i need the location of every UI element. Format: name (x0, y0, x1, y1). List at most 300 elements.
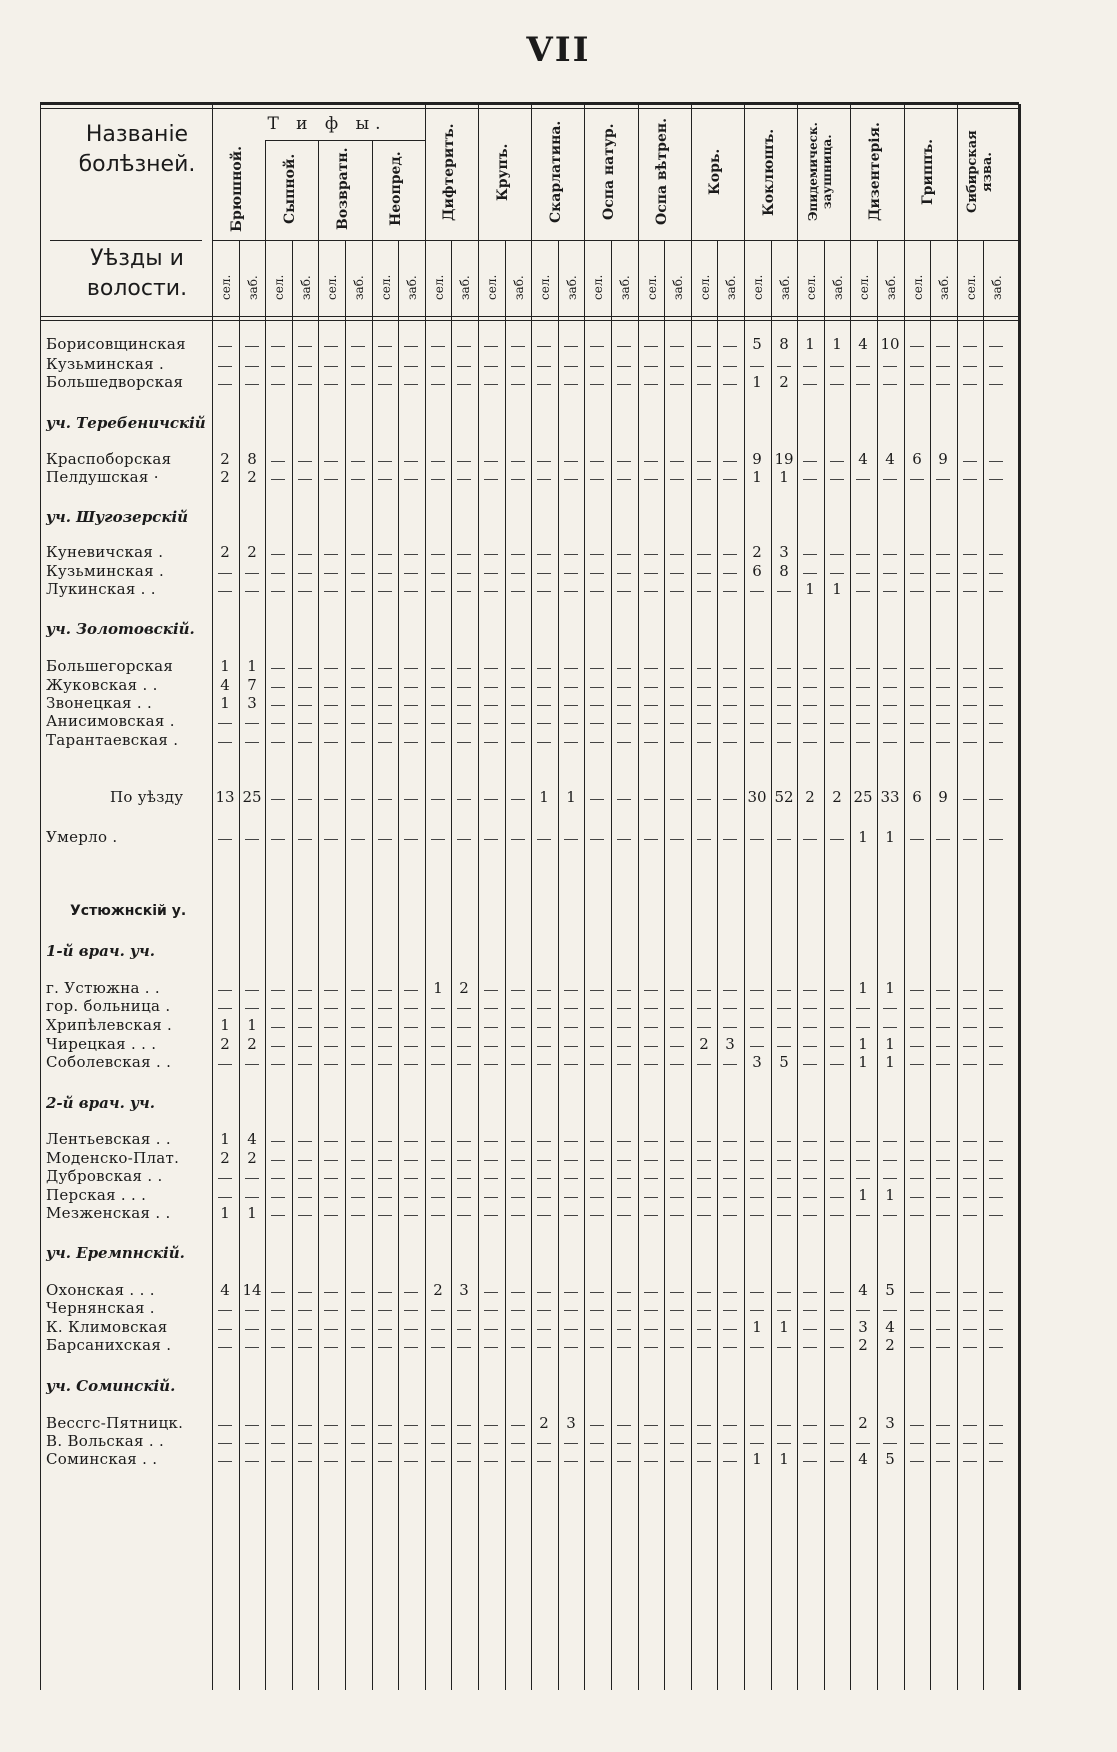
empty-cell-dash (431, 799, 445, 800)
empty-cell-dash (830, 839, 844, 840)
empty-cell-dash (271, 366, 285, 367)
volost-label: Умерло . (46, 828, 118, 846)
empty-cell-dash (670, 687, 684, 688)
empty-cell-dash (963, 1064, 977, 1065)
empty-cell-dash (963, 705, 977, 706)
empty-cell-dash (617, 366, 631, 367)
empty-cell-dash (484, 1347, 498, 1348)
empty-cell-dash (271, 668, 285, 669)
empty-cell-dash (511, 591, 525, 592)
disease-header: Дизентерія. (867, 122, 883, 222)
empty-cell-dash (484, 1461, 498, 1462)
empty-cell-dash (777, 723, 791, 724)
empty-cell-dash (644, 1329, 658, 1330)
empty-cell-dash (644, 1046, 658, 1047)
empty-cell-dash (644, 1425, 658, 1426)
empty-cell-dash (404, 1141, 418, 1142)
empty-cell-dash (830, 1027, 844, 1028)
table-cell: 1 (858, 828, 868, 846)
empty-cell-dash (564, 1347, 578, 1348)
table-cell: 1 (220, 657, 230, 675)
empty-cell-dash (484, 591, 498, 592)
empty-cell-dash (298, 687, 312, 688)
empty-cell-dash (750, 1046, 764, 1047)
empty-cell-dash (590, 1178, 604, 1179)
empty-cell-dash (989, 668, 1003, 669)
page-number: VII (526, 30, 591, 70)
empty-cell-dash (404, 554, 418, 555)
empty-cell-dash (856, 1160, 870, 1161)
empty-cell-dash (963, 384, 977, 385)
empty-cell-dash (989, 1443, 1003, 1444)
empty-cell-dash (590, 554, 604, 555)
disease-title-line1: Названіе (85, 122, 189, 147)
volost-label: Вессгс-Пятницк. (46, 1414, 184, 1432)
empty-cell-dash (564, 1008, 578, 1009)
empty-cell-dash (457, 1461, 471, 1462)
empty-cell-dash (723, 384, 737, 385)
empty-cell-dash (883, 742, 897, 743)
empty-cell-dash (378, 705, 392, 706)
empty-cell-dash (378, 1008, 392, 1009)
volost-label: Хрипѣлевская . (46, 1016, 173, 1034)
empty-cell-dash (537, 1141, 551, 1142)
empty-cell-dash (750, 1292, 764, 1293)
empty-cell-dash (457, 1443, 471, 1444)
empty-cell-dash (697, 554, 711, 555)
empty-cell-dash (856, 1443, 870, 1444)
empty-cell-dash (936, 1329, 950, 1330)
empty-cell-dash (883, 723, 897, 724)
table-cell: 2 (858, 1336, 868, 1354)
empty-cell-dash (803, 1425, 817, 1426)
disease-col-rule (318, 140, 319, 1690)
empty-cell-dash (404, 366, 418, 367)
empty-cell-dash (750, 1141, 764, 1142)
empty-cell-dash (271, 1008, 285, 1009)
empty-cell-dash (484, 990, 498, 991)
empty-cell-dash (856, 687, 870, 688)
empty-cell-dash (963, 591, 977, 592)
empty-cell-dash (511, 1008, 525, 1009)
empty-cell-dash (989, 1160, 1003, 1161)
empty-cell-dash (697, 668, 711, 669)
empty-cell-dash (351, 687, 365, 688)
empty-cell-dash (830, 723, 844, 724)
empty-cell-dash (777, 990, 791, 991)
empty-cell-dash (963, 668, 977, 669)
empty-cell-dash (777, 1178, 791, 1179)
sub-header-zab: заб. (671, 275, 685, 300)
empty-cell-dash (564, 1461, 578, 1462)
empty-cell-dash (245, 723, 259, 724)
empty-cell-dash (218, 839, 232, 840)
empty-cell-dash (564, 1329, 578, 1330)
empty-cell-dash (617, 591, 631, 592)
empty-cell-dash (404, 346, 418, 347)
empty-cell-dash (777, 1425, 791, 1426)
empty-cell-dash (298, 366, 312, 367)
empty-cell-dash (431, 554, 445, 555)
empty-cell-dash (910, 1027, 924, 1028)
empty-cell-dash (803, 384, 817, 385)
empty-cell-dash (989, 723, 1003, 724)
sub-header-sel: сел. (272, 274, 286, 300)
empty-cell-dash (218, 384, 232, 385)
empty-cell-dash (564, 479, 578, 480)
empty-cell-dash (750, 1443, 764, 1444)
empty-cell-dash (670, 461, 684, 462)
empty-cell-dash (750, 1008, 764, 1009)
empty-cell-dash (697, 1329, 711, 1330)
empty-cell-dash (963, 1310, 977, 1311)
empty-cell-dash (431, 1064, 445, 1065)
empty-cell-dash (218, 1310, 232, 1311)
empty-cell-dash (431, 384, 445, 385)
empty-cell-dash (617, 1197, 631, 1198)
empty-cell-dash (723, 742, 737, 743)
table-cell: 30 (747, 788, 767, 806)
table-cell: 1 (858, 1035, 868, 1053)
empty-cell-dash (803, 1064, 817, 1065)
disease-header: Коклюшъ. (761, 128, 777, 216)
empty-cell-dash (910, 591, 924, 592)
table-cell: 1 (247, 1204, 257, 1222)
empty-cell-dash (564, 723, 578, 724)
empty-cell-dash (777, 742, 791, 743)
empty-cell-dash (989, 1046, 1003, 1047)
empty-cell-dash (298, 1347, 312, 1348)
empty-cell-dash (830, 668, 844, 669)
empty-cell-dash (564, 573, 578, 574)
table-cell: 4 (247, 1130, 257, 1148)
empty-cell-dash (324, 1425, 338, 1426)
empty-cell-dash (644, 1215, 658, 1216)
empty-cell-dash (324, 1443, 338, 1444)
section-heading: 2-й врач. уч. (46, 1094, 155, 1112)
disease-header: Гриппъ. (920, 139, 936, 205)
empty-cell-dash (830, 384, 844, 385)
empty-cell-dash (723, 1443, 737, 1444)
table-cell: 1 (779, 468, 789, 486)
table-cell: 2 (220, 1035, 230, 1053)
empty-cell-dash (590, 687, 604, 688)
table-cell: 25 (853, 788, 873, 806)
empty-cell-dash (989, 1141, 1003, 1142)
empty-cell-dash (378, 723, 392, 724)
empty-cell-dash (564, 1310, 578, 1311)
empty-cell-dash (511, 1197, 525, 1198)
empty-cell-dash (431, 591, 445, 592)
empty-cell-dash (989, 1178, 1003, 1179)
sub-header-zab: заб. (458, 275, 472, 300)
empty-cell-dash (351, 461, 365, 462)
empty-cell-dash (245, 1064, 259, 1065)
volost-label: Тарантаевская . (46, 731, 179, 749)
section-heading: уч. Теребеничскій (46, 414, 206, 432)
empty-cell-dash (324, 1215, 338, 1216)
empty-cell-dash (830, 1197, 844, 1198)
empty-cell-dash (989, 799, 1003, 800)
empty-cell-dash (644, 479, 658, 480)
empty-cell-dash (271, 1064, 285, 1065)
empty-cell-dash (378, 1046, 392, 1047)
typhus-group-label: Т и ф ы. (267, 114, 387, 134)
empty-cell-dash (723, 591, 737, 592)
empty-cell-dash (670, 1197, 684, 1198)
empty-cell-dash (723, 723, 737, 724)
empty-cell-dash (457, 1027, 471, 1028)
volost-label: Краспоборская (46, 450, 172, 468)
table-cell: 4 (220, 676, 230, 694)
empty-cell-dash (537, 742, 551, 743)
empty-cell-dash (830, 990, 844, 991)
empty-cell-dash (484, 479, 498, 480)
disease-col-rule (372, 140, 373, 1690)
sub-header-zab: заб. (246, 275, 260, 300)
empty-cell-dash (910, 1461, 924, 1462)
empty-cell-dash (936, 1347, 950, 1348)
empty-cell-dash (830, 1215, 844, 1216)
disease-col-rule (478, 104, 479, 1690)
table-cell: 1 (858, 1186, 868, 1204)
empty-cell-dash (298, 1310, 312, 1311)
empty-cell-dash (910, 990, 924, 991)
empty-cell-dash (617, 990, 631, 991)
empty-cell-dash (511, 799, 525, 800)
empty-cell-dash (617, 573, 631, 574)
empty-cell-dash (351, 742, 365, 743)
empty-cell-dash (378, 573, 392, 574)
sub-col-rule (717, 240, 718, 1690)
empty-cell-dash (484, 1027, 498, 1028)
empty-cell-dash (697, 1064, 711, 1065)
empty-cell-dash (617, 1141, 631, 1142)
empty-cell-dash (564, 705, 578, 706)
table-cell: 33 (880, 788, 900, 806)
empty-cell-dash (670, 1027, 684, 1028)
volost-label: Борисовщинская (46, 335, 186, 353)
empty-cell-dash (963, 1027, 977, 1028)
empty-cell-dash (670, 366, 684, 367)
empty-cell-dash (351, 1160, 365, 1161)
empty-cell-dash (457, 742, 471, 743)
empty-cell-dash (723, 687, 737, 688)
empty-cell-dash (910, 1064, 924, 1065)
empty-cell-dash (617, 1178, 631, 1179)
empty-cell-dash (803, 839, 817, 840)
empty-cell-dash (989, 346, 1003, 347)
empty-cell-dash (457, 1160, 471, 1161)
district-title-line2: волости. (86, 276, 188, 301)
empty-cell-dash (697, 705, 711, 706)
empty-cell-dash (404, 668, 418, 669)
empty-cell-dash (670, 591, 684, 592)
empty-cell-dash (697, 1027, 711, 1028)
empty-cell-dash (803, 1347, 817, 1348)
empty-cell-dash (404, 591, 418, 592)
volost-label: гор. больница . (46, 997, 171, 1015)
empty-cell-dash (777, 366, 791, 367)
empty-cell-dash (590, 1046, 604, 1047)
empty-cell-dash (723, 1160, 737, 1161)
empty-cell-dash (590, 1425, 604, 1426)
disease-col-rule (691, 104, 692, 1690)
empty-cell-dash (404, 799, 418, 800)
empty-cell-dash (777, 1046, 791, 1047)
table-cell: 8 (247, 450, 257, 468)
empty-cell-dash (803, 668, 817, 669)
empty-cell-dash (404, 573, 418, 574)
volost-label: К. Климовская (46, 1318, 168, 1336)
empty-cell-dash (803, 705, 817, 706)
table-cell: 3 (885, 1414, 895, 1432)
empty-cell-dash (324, 668, 338, 669)
empty-cell-dash (298, 346, 312, 347)
empty-cell-dash (245, 1310, 259, 1311)
empty-cell-dash (910, 1160, 924, 1161)
empty-cell-dash (590, 479, 604, 480)
empty-cell-dash (697, 1160, 711, 1161)
empty-cell-dash (670, 479, 684, 480)
empty-cell-dash (245, 366, 259, 367)
empty-cell-dash (856, 668, 870, 669)
empty-cell-dash (271, 705, 285, 706)
empty-cell-dash (378, 479, 392, 480)
empty-cell-dash (457, 839, 471, 840)
empty-cell-dash (484, 1425, 498, 1426)
empty-cell-dash (457, 1197, 471, 1198)
table-cell: 3 (566, 1414, 576, 1432)
empty-cell-dash (404, 1292, 418, 1293)
empty-cell-dash (617, 1329, 631, 1330)
empty-cell-dash (271, 1141, 285, 1142)
empty-cell-dash (856, 1141, 870, 1142)
empty-cell-dash (936, 839, 950, 840)
empty-cell-dash (617, 479, 631, 480)
disease-header: Крупъ. (495, 143, 511, 201)
empty-cell-dash (617, 1425, 631, 1426)
empty-cell-dash (910, 1425, 924, 1426)
empty-cell-dash (298, 1008, 312, 1009)
empty-cell-dash (670, 1008, 684, 1009)
disease-col-rule (265, 140, 266, 1690)
empty-cell-dash (590, 346, 604, 347)
empty-cell-dash (697, 384, 711, 385)
empty-cell-dash (404, 1215, 418, 1216)
empty-cell-dash (856, 554, 870, 555)
empty-cell-dash (351, 573, 365, 574)
empty-cell-dash (830, 1046, 844, 1047)
table-cell: 1 (752, 1318, 762, 1336)
empty-cell-dash (697, 1292, 711, 1293)
empty-cell-dash (351, 1292, 365, 1293)
table-cell: 2 (220, 1149, 230, 1167)
empty-cell-dash (378, 554, 392, 555)
sub-col-rule (398, 240, 399, 1690)
empty-cell-dash (537, 687, 551, 688)
empty-cell-dash (404, 1329, 418, 1330)
empty-cell-dash (590, 742, 604, 743)
district-title (62, 244, 212, 304)
empty-cell-dash (936, 1027, 950, 1028)
empty-cell-dash (484, 1443, 498, 1444)
empty-cell-dash (644, 1443, 658, 1444)
empty-cell-dash (245, 1461, 259, 1462)
empty-cell-dash (537, 1347, 551, 1348)
empty-cell-dash (723, 668, 737, 669)
empty-cell-dash (245, 1425, 259, 1426)
volost-label: Перская . . . (46, 1186, 147, 1204)
sub-header-zab: заб. (512, 275, 526, 300)
empty-cell-dash (723, 1064, 737, 1065)
disease-col-rule (957, 104, 958, 1690)
empty-cell-dash (218, 591, 232, 592)
empty-cell-dash (723, 799, 737, 800)
empty-cell-dash (351, 366, 365, 367)
empty-cell-dash (324, 346, 338, 347)
empty-cell-dash (378, 1292, 392, 1293)
empty-cell-dash (511, 1292, 525, 1293)
section-heading: уч. Еремпнскій. (46, 1244, 185, 1262)
empty-cell-dash (723, 1292, 737, 1293)
empty-cell-dash (644, 554, 658, 555)
empty-cell-dash (245, 742, 259, 743)
empty-cell-dash (351, 554, 365, 555)
table-cell: 2 (858, 1414, 868, 1432)
sub-col-rule (664, 240, 665, 1690)
empty-cell-dash (457, 384, 471, 385)
empty-cell-dash (511, 554, 525, 555)
table-cell: 5 (885, 1450, 895, 1468)
empty-cell-dash (484, 1329, 498, 1330)
empty-cell-dash (351, 1215, 365, 1216)
disease-col-rule (425, 104, 426, 1690)
empty-cell-dash (271, 1329, 285, 1330)
empty-cell-dash (431, 1347, 445, 1348)
empty-cell-dash (378, 990, 392, 991)
empty-cell-dash (830, 1347, 844, 1348)
sub-header-sel: сел. (804, 274, 818, 300)
empty-cell-dash (723, 990, 737, 991)
empty-cell-dash (537, 1064, 551, 1065)
empty-cell-dash (431, 1027, 445, 1028)
empty-cell-dash (989, 1064, 1003, 1065)
empty-cell-dash (670, 990, 684, 991)
empty-cell-dash (431, 1197, 445, 1198)
empty-cell-dash (378, 1461, 392, 1462)
empty-cell-dash (271, 1310, 285, 1311)
empty-cell-dash (484, 742, 498, 743)
empty-cell-dash (936, 1461, 950, 1462)
empty-cell-dash (378, 742, 392, 743)
empty-cell-dash (351, 1008, 365, 1009)
empty-cell-dash (617, 461, 631, 462)
table-cell: 2 (832, 788, 842, 806)
volost-label: Чирецкая . . . (46, 1035, 157, 1053)
table-cell: 2 (247, 1035, 257, 1053)
empty-cell-dash (803, 1310, 817, 1311)
sub-header-sel: сел. (379, 274, 393, 300)
sub-col-rule (611, 240, 612, 1690)
empty-cell-dash (910, 1347, 924, 1348)
empty-cell-dash (324, 554, 338, 555)
empty-cell-dash (936, 1160, 950, 1161)
empty-cell-dash (670, 1178, 684, 1179)
empty-cell-dash (431, 1215, 445, 1216)
volost-label: Кузьминская . (46, 355, 165, 373)
empty-cell-dash (404, 723, 418, 724)
